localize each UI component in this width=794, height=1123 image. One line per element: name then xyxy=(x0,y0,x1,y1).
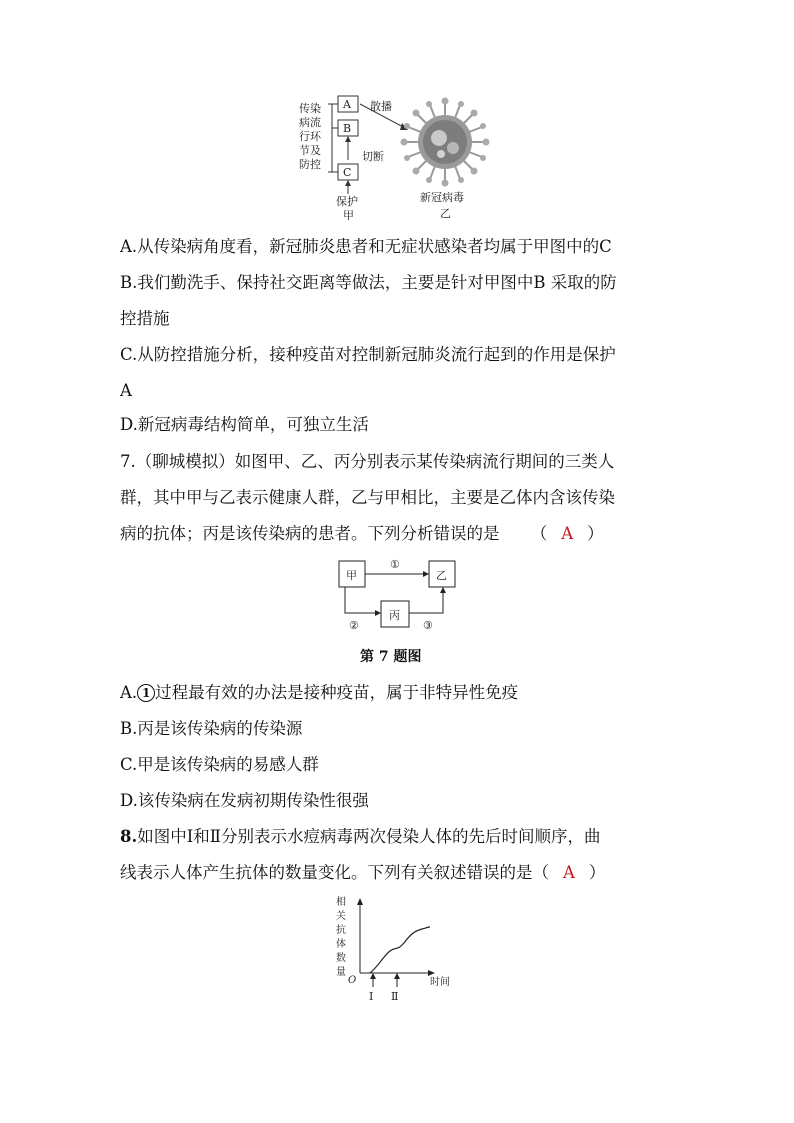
coronavirus-icon xyxy=(401,98,490,187)
q7-box-jia: 甲 xyxy=(346,569,357,582)
y-label-5: 数 xyxy=(336,953,346,964)
fig-bracket xyxy=(328,104,332,172)
q7-box-bing: 丙 xyxy=(389,609,400,622)
q6-option-c-line1: C.从防控措施分析，接种疫苗对控制新冠肺炎流行起到的作用是保护 xyxy=(120,345,616,364)
q7-option-c: C.甲是该传染病的易感人群 xyxy=(120,755,319,774)
q7-arrow3-label: ③ xyxy=(423,619,433,632)
q7-stem-line3: 病的抗体；丙是该传染病的患者。下列分析错误的是 （ A ） xyxy=(120,524,604,543)
y-label-1: 相 xyxy=(336,897,346,908)
fig-jia-label: 甲 xyxy=(343,209,354,222)
fig-left-label-5: 防控 xyxy=(299,158,321,171)
q7-answer: A xyxy=(561,524,574,543)
q8-graph xyxy=(330,895,470,1010)
q7-caption: 第 7 题图 xyxy=(360,649,422,665)
q6-option-d: D.新冠病毒结构简单，可独立生活 xyxy=(120,415,369,434)
fig-left-label-2: 病流 xyxy=(299,116,321,129)
fig-left-label-1: 传染 xyxy=(299,102,321,115)
q7-option-a: A. 1 过程最有效的办法是接种疫苗，属于非特异性免疫 xyxy=(120,683,519,702)
q7-stem-line1: 7.（聊城模拟）如图甲、乙、丙分别表示某传染病流行期间的三类人 xyxy=(120,452,615,471)
q6-option-a: A.从传染病角度看，新冠肺炎患者和无症状感染者均属于甲图中的C xyxy=(120,237,612,256)
protect-label: 保护 xyxy=(336,195,358,208)
q6-option-b-line1: B.我们勤洗手、保持社交距离等做法，主要是针对甲图中B 采取的防 xyxy=(120,273,617,292)
origin-label: O xyxy=(348,975,357,986)
y-label-6: 量 xyxy=(336,967,346,978)
antibody-curve xyxy=(370,927,430,973)
mark-one-label: Ⅰ xyxy=(369,990,374,1003)
x-axis-label: 时间 xyxy=(430,977,450,988)
virus-label: 新冠病毒 xyxy=(420,191,464,204)
fig-yi-label: 乙 xyxy=(440,207,451,220)
cut-label: 切断 xyxy=(362,150,384,163)
q7-option-b: B.丙是该传染病的传染源 xyxy=(120,719,303,738)
fig-left-label-4: 节及 xyxy=(299,144,321,157)
circled-one-icon: 1 xyxy=(137,684,155,702)
q8-number: 8. xyxy=(120,827,138,846)
q6-option-b-line2: 控措施 xyxy=(120,309,170,328)
mark-two-label: Ⅱ xyxy=(391,990,399,1003)
q7-stem-line2: 群，其中甲与乙表示健康人群，乙与甲相比，主要是乙体内含该传染 xyxy=(120,488,615,507)
q7-option-d: D.该传染病在发病初期传染性很强 xyxy=(120,791,369,810)
y-label-2: 关 xyxy=(336,911,346,922)
q8-answer: A xyxy=(563,863,575,882)
fig-left-label-3: 行环 xyxy=(299,130,321,143)
y-label-3: 抗 xyxy=(336,925,346,936)
box-c-label: C xyxy=(343,166,352,179)
y-label-4: 体 xyxy=(336,939,346,950)
q7-arrow1-label: ① xyxy=(390,558,400,571)
q6-figure xyxy=(290,90,520,225)
box-a-label: A xyxy=(343,98,351,111)
q7-diagram xyxy=(335,555,465,635)
q7-arrow2-label: ② xyxy=(349,619,359,632)
box-b-label: B xyxy=(343,122,352,135)
q6-option-c-line2: A xyxy=(120,381,132,400)
q8-stem-line1: 8.如图中Ⅰ和Ⅱ分别表示水痘病毒两次侵染人体的先后时间顺序，曲 xyxy=(120,827,601,846)
q7-stem-text: 病的抗体；丙是该传染病的患者。下列分析错误的是 xyxy=(120,524,500,543)
spread-label: 散播 xyxy=(370,100,392,113)
q8-stem-line2: 线表示人体产生抗体的数量变化。下列有关叙述错误的是（ A ） xyxy=(120,863,606,882)
q7-box-yi: 乙 xyxy=(436,569,447,582)
